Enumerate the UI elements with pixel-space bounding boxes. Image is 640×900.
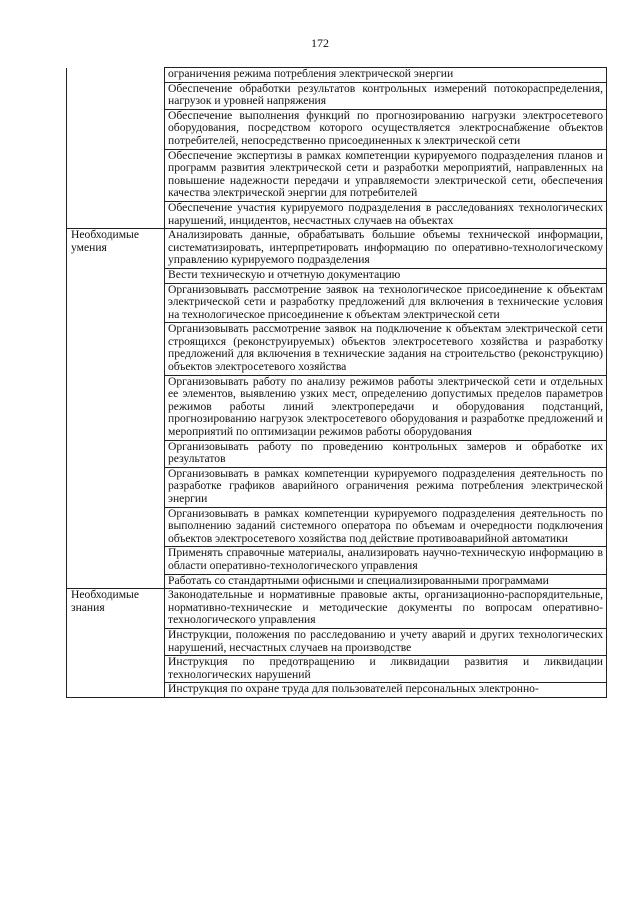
knowledge-label: Необходимые знания — [67, 589, 165, 698]
label-cell-empty — [67, 109, 165, 149]
skills-label: Необходимые умения — [67, 229, 165, 589]
table-cell: Обеспечение участия курируемого подразделения в расследованиях технологических нарушений, инцидентов, несчастных случаев на объектах — [165, 201, 607, 228]
page-number: 172 — [311, 36, 329, 50]
table-cell: Обеспечение выполнения функций по прогнозированию нагрузки электросетевого оборудования, посредством которого осуществляется электроснабжение объектов потребителей, непосредственно присоединенных к электрической сети — [165, 109, 607, 149]
skill-item: Организовывать работу по анализу режимов работы электрической сети и отдельных ее элементов, выявлению узких мест, определению допустимых пределов параметров режимов работы линий электропередачи и оборудования подстанций, прогнозированию нагрузок электросетевого оборудования и разработке предложений и мероприятий по оптимизации режимов работы оборудования — [165, 375, 607, 440]
skill-item: Вести техническую и отчетную документацию — [165, 268, 607, 283]
skill-item: Применять справочные материалы, анализировать научно-техническую информацию в области оперативно-технологического управления — [165, 547, 607, 574]
label-cell-empty — [67, 82, 165, 109]
knowledge-item: Инструкция по предотвращению и ликвидации развития и ликвидации технологических нарушений — [165, 656, 607, 683]
skill-item: Организовывать рассмотрение заявок на подключение к объектам электрической сети строящихся (реконструируемых) объектов электросетевого хозяйства и разработку предложений для включения в технические задания на строительство (реконструкцию) объектов электросетевого хозяйства — [165, 323, 607, 375]
skill-item: Анализировать данные, обрабатывать большие объемы технической информации, систематизировать, интерпретировать информацию по оперативно-технологическому управлению курируемого подразделения — [165, 229, 607, 269]
table-row — [67, 149, 607, 201]
table-row — [67, 82, 607, 109]
label-cell-empty — [67, 201, 165, 228]
label-cell-empty — [67, 149, 165, 201]
table-row — [67, 201, 607, 228]
skill-item: Организовывать работу по проведению контрольных замеров и обработке их результатов — [165, 440, 607, 467]
table-cell: Обеспечение обработки результатов контрольных измерений потокораспределения, нагрузок и уровней напряжения — [165, 82, 607, 109]
table-row — [67, 229, 607, 269]
skill-item: Организовывать в рамках компетенции курируемого подразделения деятельность по разработке графиков аварийного ограничения режима потребления электрической энергии — [165, 467, 607, 507]
skill-item: Работать со стандартными офисными и специализированными программами — [165, 574, 607, 589]
requirements-table — [66, 67, 607, 698]
table-row — [67, 109, 607, 149]
knowledge-item: Законодательные и нормативные правовые акты, организационно-распорядительные, нормативно-технические и методические документы по вопросам оперативно-технологического управления — [165, 589, 607, 629]
skill-item: Организовывать рассмотрение заявок на технологическое присоединение к объектам электрической сети и разработку предложений для включения в технические условия на технологическое присоединение к объектам электрической сети — [165, 283, 607, 323]
table-cell: Обеспечение экспертизы в рамках компетенции курируемого подразделения планов и программ развития электрической сети и разработки мероприятий, направленных на повышение надежности передачи и управляемости электрической сети, обеспечения качества электрической энергии для потребителей — [165, 149, 607, 201]
label-cell-empty — [67, 68, 165, 83]
table-row — [67, 589, 607, 629]
table-cell: ограничения режима потребления электрической энергии — [165, 68, 607, 83]
knowledge-item: Инструкции, положения по расследованию и учету аварий и других технологических нарушений, несчастных случаев на производстве — [165, 628, 607, 655]
knowledge-item: Инструкция по охране труда для пользователей персональных электронно- — [165, 683, 607, 698]
table-row — [67, 68, 607, 83]
skill-item: Организовывать в рамках компетенции курируемого подразделения деятельность по выполнению заданий системного оператора по объемам и очередности подключения объектов электросетевого хозяйства под действие противоаварийной автоматики — [165, 507, 607, 547]
